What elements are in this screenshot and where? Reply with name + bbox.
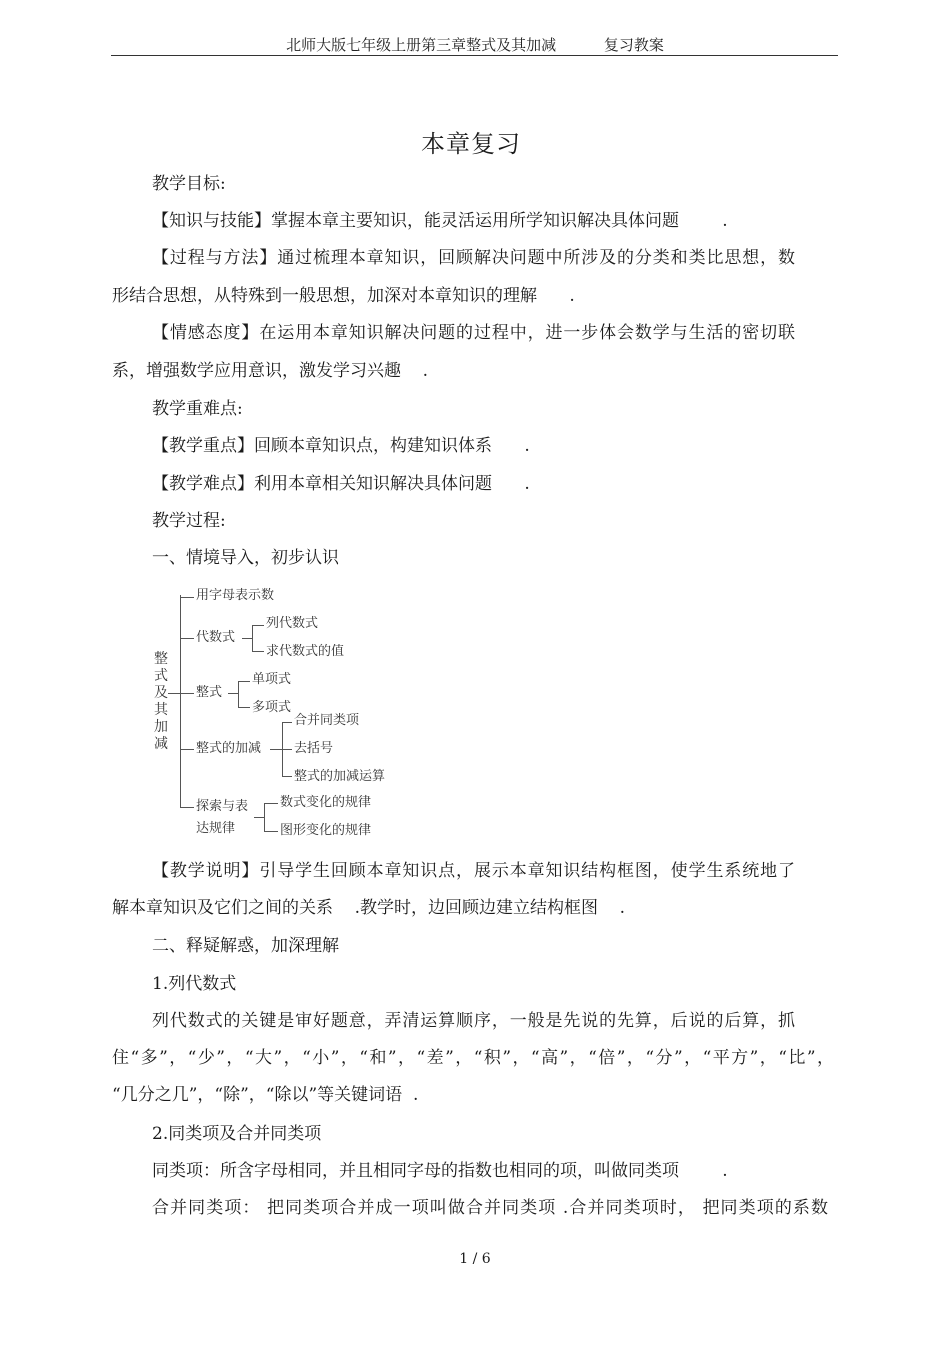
section-1-heading: 一、情境导入，初步认识 <box>152 548 339 568</box>
diagram-root: 整式及其加减 <box>154 651 168 752</box>
item-1-para-line2: 住“多”，“少”，“大”，“小”，“和”，“差”，“积”，“高”，“倍”，“分”，“平方”，“比”， <box>112 1048 834 1068</box>
node-letters: 用字母表示数 <box>196 588 275 603</box>
item-1-heading: 1.列代数式 <box>152 974 237 994</box>
section-2-heading: 二、释疑解惑，加深理解 <box>152 936 339 956</box>
node-explore-line2: 达规律 <box>196 821 236 836</box>
page-number: 1 / 6 <box>459 1251 491 1267</box>
item-2-para-line2: 合并同类项： 把同类项合并成一项叫做合并同类项 .合并同类项时， 把同类项的系数 <box>152 1198 828 1218</box>
document-title: 本章复习 <box>421 130 521 158</box>
goal-emotion-line1: 【情感态度】在运用本章知识解决问题的过程中，进一步体会数学与生活的密切联 <box>152 323 795 343</box>
node-remove-brackets: 去括号 <box>294 741 334 756</box>
node-shape-pattern: 图形变化的规律 <box>280 823 372 838</box>
page-header: 北师大版七年级上册第三章整式及其加减 复习教案 <box>286 36 664 54</box>
teaching-note-line1: 【教学说明】引导学生回顾本章知识点，展示本章知识结构框图，使学生系统地了 <box>152 861 795 881</box>
goal-knowledge: 【知识与技能】掌握本章主要知识，能灵活运用所学知识解决具体问题 . <box>152 211 728 231</box>
node-polynomial: 多项式 <box>252 700 292 715</box>
knowledge-structure-diagram <box>150 585 410 845</box>
node-write-algebraic: 列代数式 <box>266 616 319 631</box>
process-heading: 教学过程: <box>152 511 226 531</box>
header-rule <box>111 55 838 56</box>
node-combine-like-terms: 合并同类项 <box>294 713 360 728</box>
item-1-para-line1: 列代数式的关键是审好题意，弄清运算顺序，一般是先说的先算，后说的后算，抓 <box>152 1011 795 1031</box>
item-2-heading: 2.同类项及合并同类项 <box>152 1124 322 1144</box>
node-add-subtract: 整式的加减 <box>196 741 262 756</box>
difficult-point: 【教学难点】利用本章相关知识解决具体问题 . <box>152 474 530 494</box>
node-addsub-operations: 整式的加减运算 <box>294 769 386 784</box>
node-monomial: 单项式 <box>252 672 292 687</box>
goal-emotion-line2: 系，增强数学应用意识，激发学习兴趣 . <box>112 361 429 381</box>
teaching-note-line2: 解本章知识及它们之间的关系 .教学时，边回顾边建立结构框图 . <box>112 898 626 918</box>
item-2-para-line1: 同类项：所含字母相同，并且相同字母的指数也相同的项，叫做同类项 . <box>152 1161 728 1181</box>
key-heading: 教学重难点: <box>152 399 243 419</box>
key-point: 【教学重点】回顾本章知识点，构建知识体系 . <box>152 436 530 456</box>
goal-process-line2: 形结合思想，从特殊到一般思想，加深对本章知识的理解 . <box>112 286 575 306</box>
item-1-para-line3: “几分之几”，“除”，“除以”等关键词语 . <box>112 1085 419 1105</box>
node-integral-expression: 整式 <box>196 685 223 700</box>
node-explore-line1: 探索与表 <box>196 799 249 814</box>
node-number-pattern: 数式变化的规律 <box>280 795 372 810</box>
node-algebraic-expression: 代数式 <box>196 630 236 645</box>
goal-process-line1: 【过程与方法】通过梳理本章知识，回顾解决问题中所涉及的分类和类比思想，数 <box>152 248 795 268</box>
node-evaluate-algebraic: 求代数式的值 <box>266 644 345 659</box>
goals-heading: 教学目标: <box>152 174 226 194</box>
